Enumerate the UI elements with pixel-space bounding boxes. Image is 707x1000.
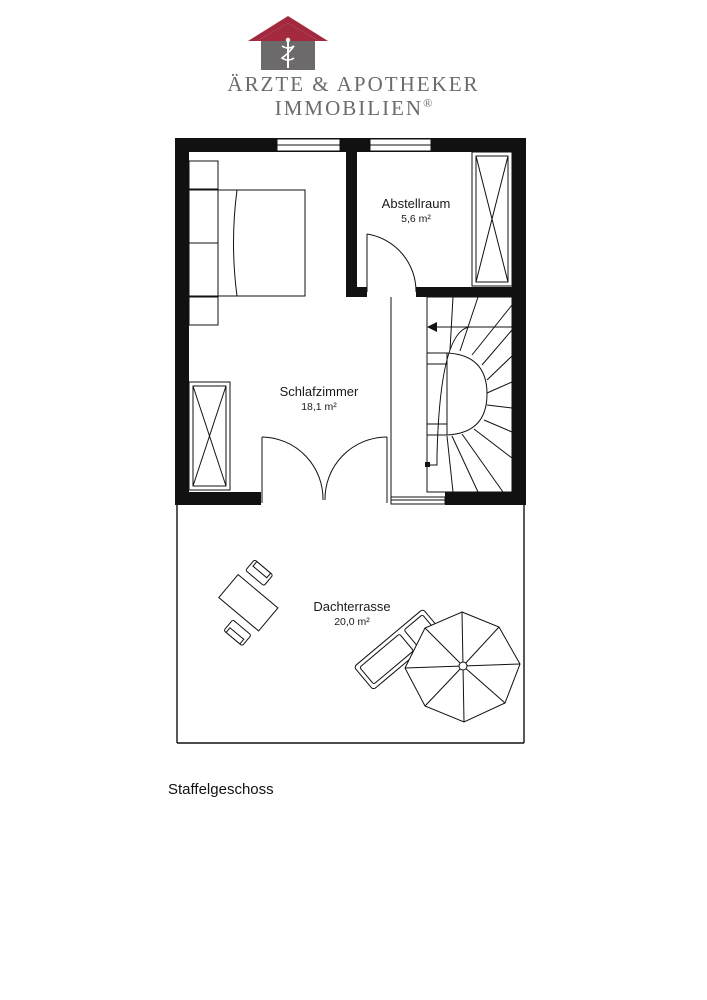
registered-mark: ®: [423, 96, 433, 110]
double-bed: [189, 161, 305, 325]
bedroom-wardrobe: [189, 382, 230, 490]
room-label-bedroom: [259, 384, 379, 413]
room-name: Abstellraum: [381, 196, 451, 211]
room-area: 20,0 m²: [334, 616, 370, 628]
room-area: 5,6 m²: [401, 213, 431, 225]
room-label-terrace: [292, 599, 412, 628]
terrace-double-door: [262, 437, 387, 503]
room-name: Schlafzimmer: [279, 384, 359, 399]
storage-shelf: [472, 152, 512, 286]
brand-name-line1: ÄRZTE & APOTHEKER: [227, 72, 480, 96]
staircase: [425, 297, 512, 492]
storage-door: [367, 234, 416, 292]
room-label-storage: [356, 196, 476, 225]
bistro-table-set: [205, 558, 292, 648]
room-name: Dachterrasse: [313, 599, 391, 614]
floor-name: Staffelgeschoss: [168, 781, 274, 798]
room-area: 18,1 m²: [301, 401, 337, 413]
brand-name-line2-text: IMMOBILIEN: [274, 96, 424, 120]
